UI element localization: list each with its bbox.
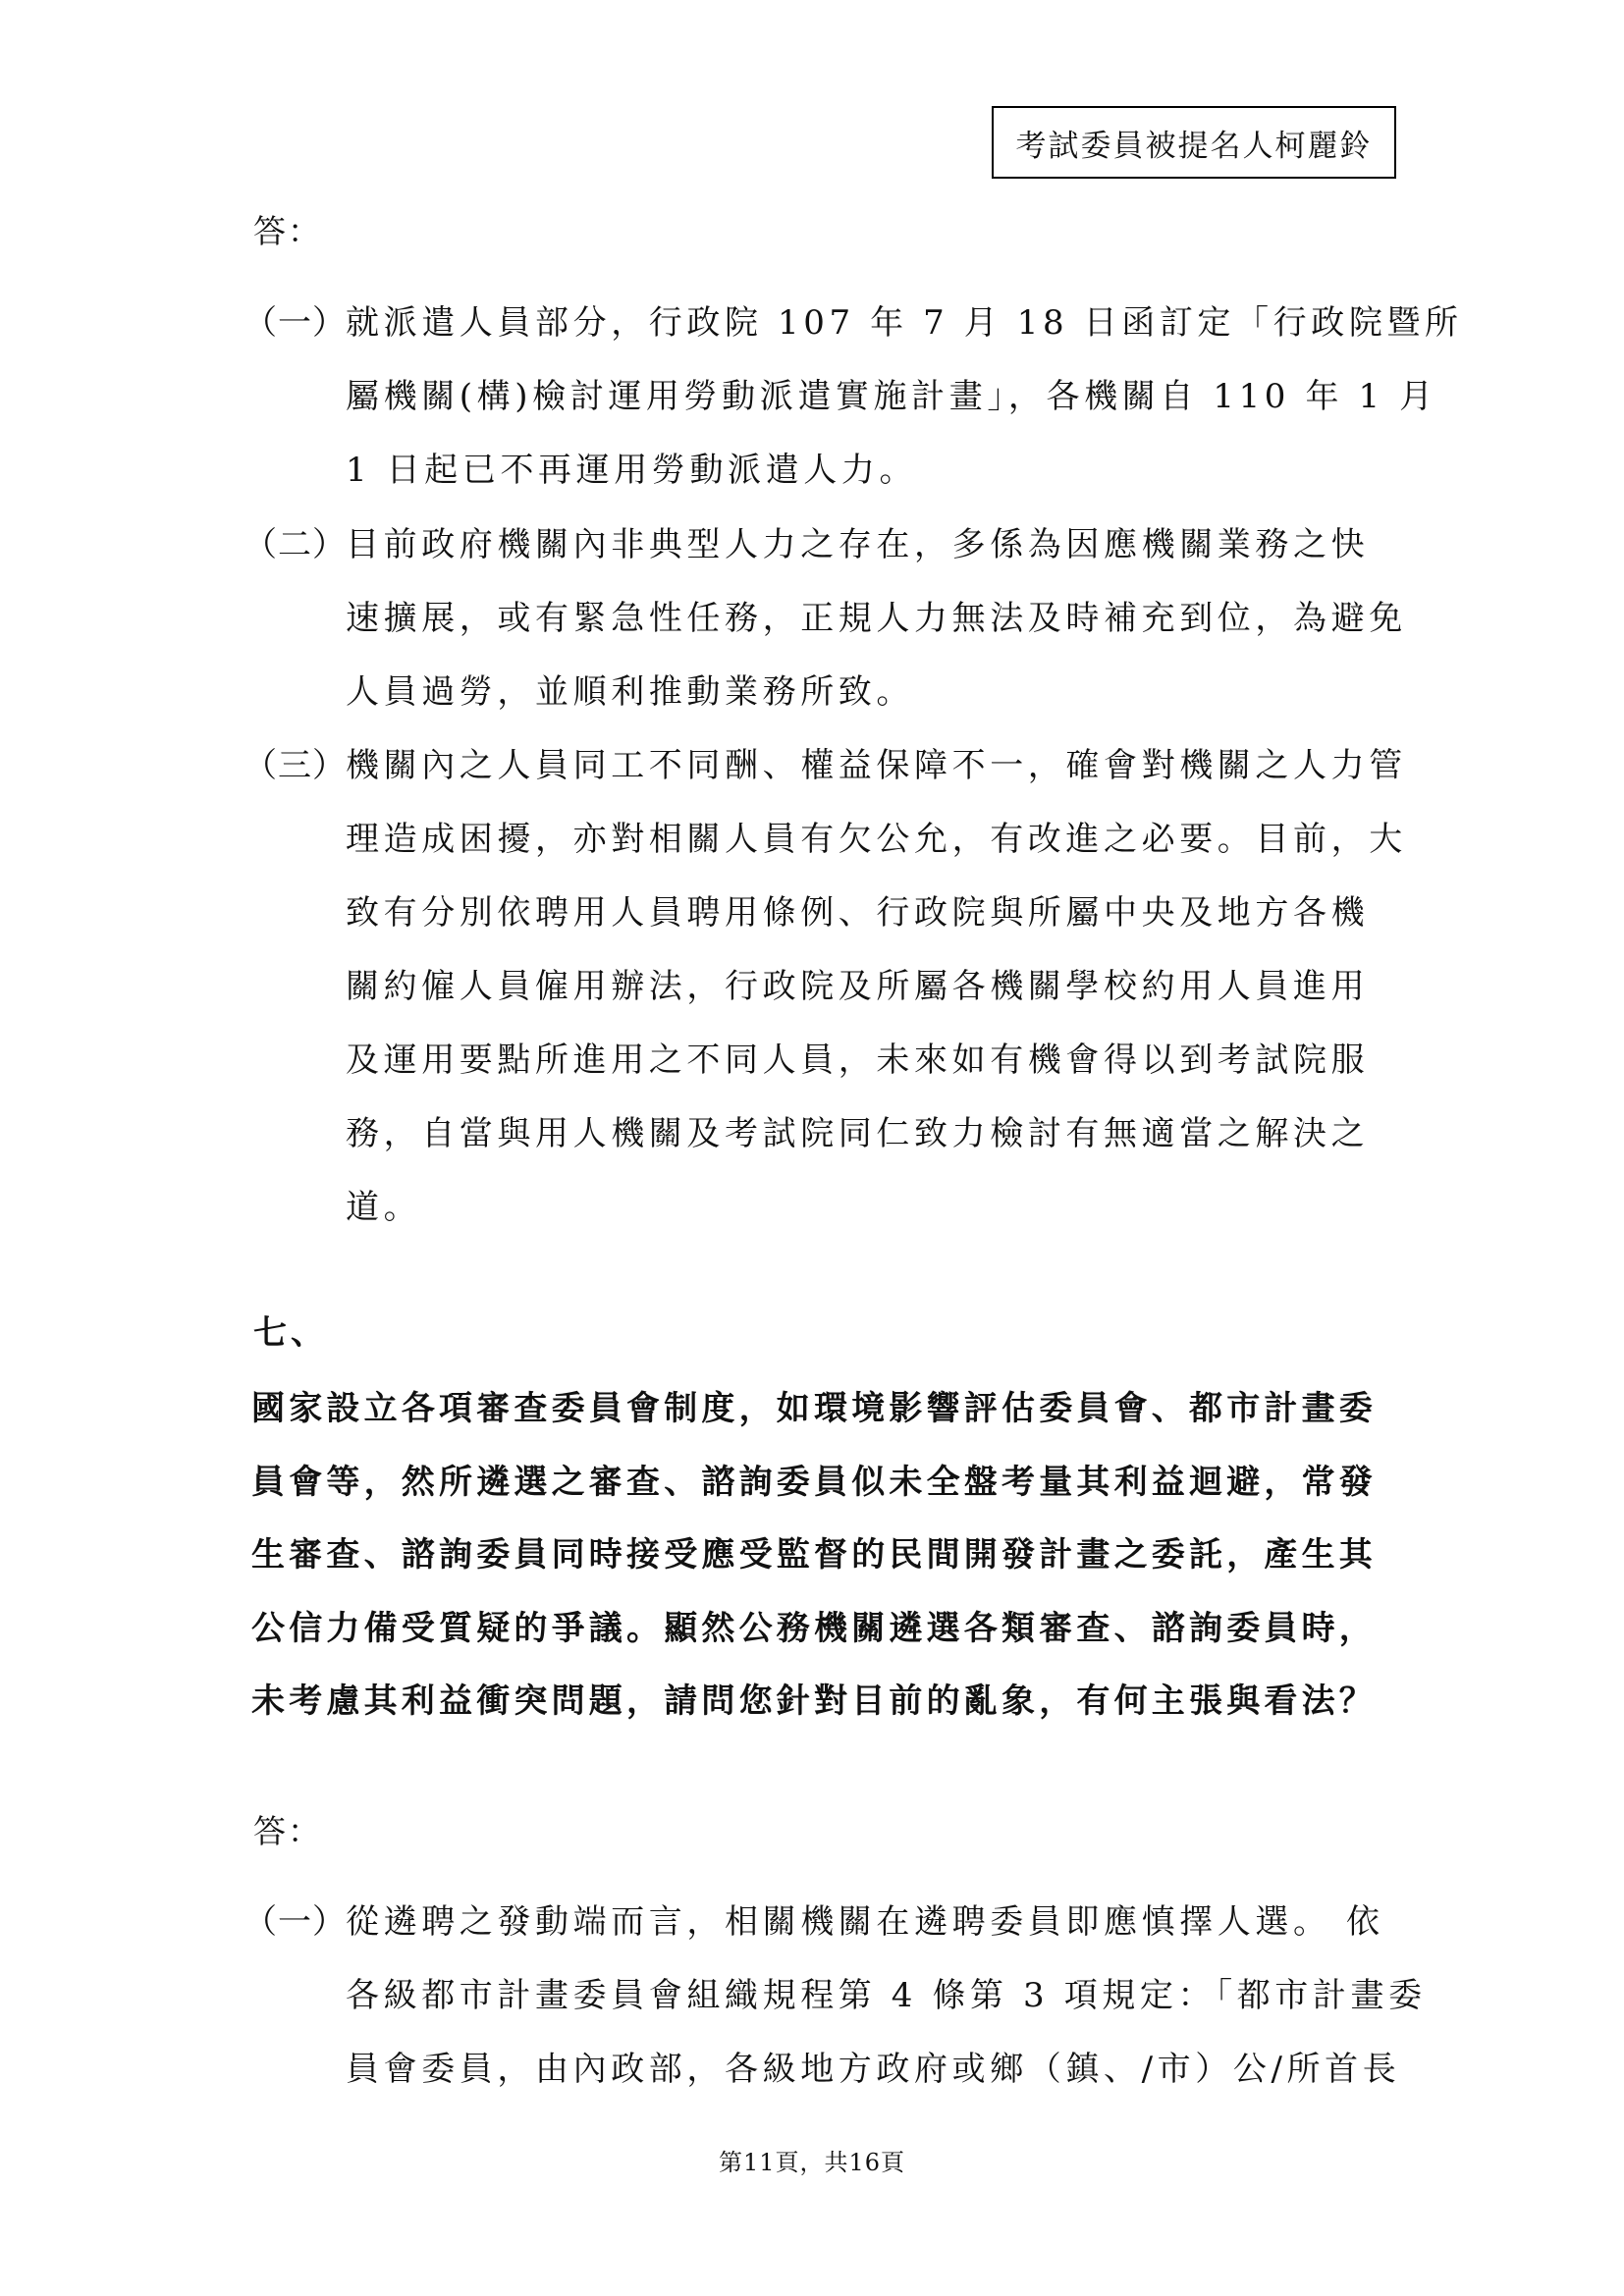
question-text [251,1372,1400,1738]
item-line: 理造成困擾，亦對相關人員有欠公允，有改進之必要。目前，大 [346,820,1407,859]
item-line: 務，自當與用人機關及考試院同仁致力檢討有無適當之解決之 [346,1114,1370,1153]
item-line: 致有分別依聘用人員聘用條例、行政院與所屬中央及地方各機 [346,893,1370,933]
answer-item-1 [244,1886,1427,2107]
item-line: 及運用要點所進用之不同人員，未來如有機會得以到考試院服 [346,1041,1370,1080]
question-line: 員會等，然所遴選之審查、諮詢委員似未全盤考量其利益迴避，常發 [251,1462,1377,1502]
answer-label: 答： [253,1812,322,1850]
question-line: 公信力備受質疑的爭議。顯然公務機關遴選各類審查、諮詢委員時， [251,1608,1377,1648]
item-line: 道。 [346,1188,422,1227]
item-line: 1 日起已不再運用勞動派遣人力。 [346,451,918,490]
item-line: 員會委員，由內政部，各級地方政府或鄉（鎮、/市）公/所首長 [346,2050,1401,2089]
question-line: 國家設立各項審查委員會制度，如環境影響評估委員會、都市計畫委 [251,1389,1377,1428]
item-marker: （二） [244,525,347,564]
item-line: 目前政府機關內非典型人力之存在，多係為因應機關業務之快 [346,525,1370,564]
page-footer [0,2143,1624,2177]
question-number: 七、 [253,1313,328,1353]
question-line: 生審查、諮詢委員同時接受應受監督的民間開發計畫之委託，產生其 [251,1535,1377,1575]
item-line: 人員過勞，並順利推動業務所致。 [346,672,914,712]
item-line: 就派遣人員部分，行政院 107 年 7 月 18 日函訂定「行政院暨所 [346,303,1463,343]
item-line: 關約僱人員僱用辦法，行政院及所屬各機關學校約用人員進用 [346,967,1370,1006]
item-line: 從遴聘之發動端而言，相關機關在遴聘委員即應慎擇人選。 依 [346,1902,1384,1942]
question-line: 未考慮其利益衝突問題，請問您針對目前的亂象，有何主張與看法？ [251,1682,1377,1721]
item-line: 各級都市計畫委員會組織規程第 4 條第 3 項規定：「都市計畫委 [346,1976,1427,2015]
item-line: 機關內之人員同工不同酬、權益保障不一，確會對機關之人力管 [346,746,1407,785]
item-marker: （三） [244,746,347,785]
answer-item-3 [244,729,1407,1245]
answer-label: 答： [253,212,322,250]
nominee-header-box [992,106,1396,179]
item-marker: （一） [244,1902,347,1942]
item-line: 速擴展，或有緊急性任務，正規人力無法及時補充到位，為避免 [346,599,1407,638]
page-number: 第11頁，共16頁 [718,2149,906,2176]
item-line: 屬機關(構)檢討運用勞動派遣實施計畫」，各機關自 110 年 1 月 [346,377,1437,416]
answer-item-2 [244,508,1407,729]
item-marker: （一） [244,303,347,343]
nominee-header-text: 考試委員被提名人柯麗鈴 [1015,128,1373,164]
answer-item-1 [244,287,1463,507]
